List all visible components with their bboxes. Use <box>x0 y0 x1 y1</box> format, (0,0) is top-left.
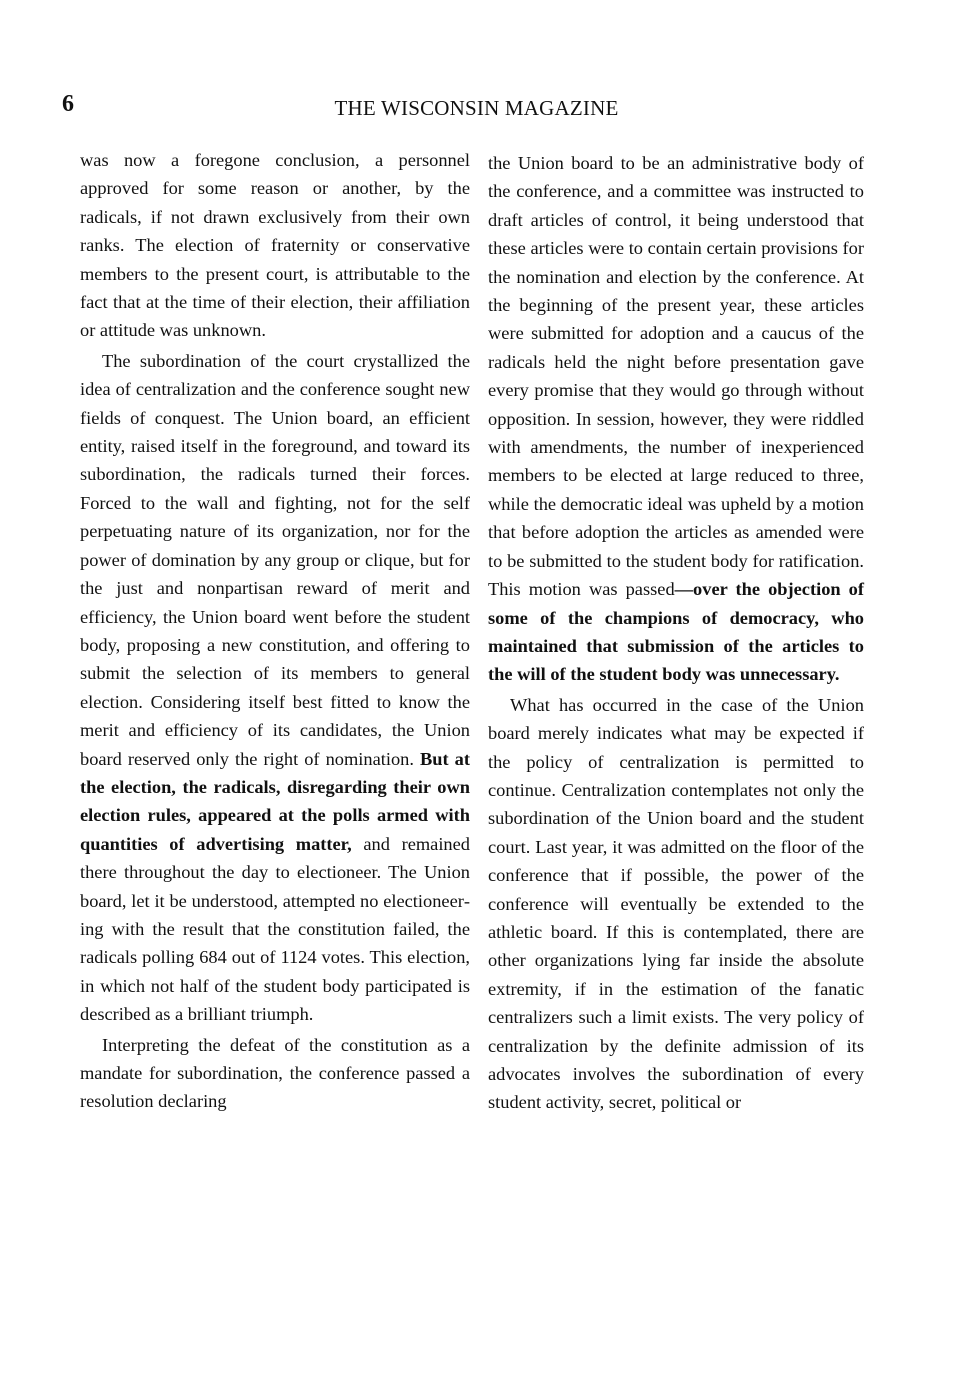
left-paragraph-2-tail: and remained there throughout the day to electioneer. The Union board, let it be understood, attempted no electioneering with the result that the constitution failed, the radicals polling 684 out of 1124 votes. This election, in which not half of the student body participated is described as a brilliant triumph. <box>80 833 470 1025</box>
left-paragraph-2 <box>80 347 470 1029</box>
page-number: 6 <box>62 91 74 117</box>
left-column <box>80 146 470 1116</box>
right-column <box>488 149 864 1117</box>
right-paragraph-1-text: the Union board to be an administrative body of the conference, and a committee was instructed to draft articles of control, it being understood that these articles were to contain certain provisions for the nomination and election by the conference. At the beginning of the present year, these articles were submitted for adoption and a caucus of the radicals held the night before presentation gave every promise that they would go through without opposition. In session, however, they were riddled with amendments, the number of inexperienced members to be elected at large reduced to three, while the democratic ideal was upheld by a motion that before adoption the articles as amended were to be submitted to the student body for ratification. This motion was passed <box>488 153 864 600</box>
left-paragraph-3: Interpreting the defeat of the constitution as a mandate for subordination, the conference passed a resolution declaring <box>80 1034 470 1112</box>
right-paragraph-1 <box>488 149 864 689</box>
left-paragraph-1: was now a foregone conclusion, a personnel approved for some reason or another, by the radicals, if not drawn exclusively from their own ranks. The election of fraternity or conservative members to the present court, is attributable to the fact that at the time of their election, their affiliation or attitude was unknown. <box>80 150 470 341</box>
left-paragraph-2-text: The subordination of the court crystallized the idea of centralization and the conference sought new fields of conquest. The Union board, an efficient entity, raised itself in the foreground, and toward its subordination, the radicals turned their forces. Forced to the wall and fighting, not for the self perpetuating nature of its organization, nor for the power of domination by any group or clique, but for the just and nonpartisan reward of merit and efficiency, the Union board went before the student body, proposing a new constitution, and offering to submit the selection of its members to general election. Considering itself best fitted to know the merit and efficiency of its candidates, the Union board reserved only the right of nomination. <box>80 350 470 769</box>
right-paragraph-1-emphasis: —over the objection of some of the champions of democracy, who maintained that submission of the articles to the will of the student body was unnecessary. <box>488 579 865 685</box>
left-paragraph-2-emphasis: But at the election, the radicals, disregarding their own election rules, appeared at the polls armed with quantities of advertising matter, <box>80 748 470 854</box>
right-paragraph-2: What has occurred in the case of the Union board merely indicates what may be expected if the policy of centralization is permitted to continue. Centralization contemplates not only the subordination of the Union board and the student court. Last year, it was admitted on the floor of the conference that if possible, the power of the conference will eventually be extended to the athletic board. If this is contemplated, there are other organizations lying far inside the absolute extremity, if in the estimation of the fanatic centralizers such a limit exists. The very policy of centralization by the definite admission of its advocates involves the subordination of every student activity, secret, political or <box>488 694 864 1113</box>
running-title: THE WISCONSIN MAGAZINE <box>334 96 619 120</box>
